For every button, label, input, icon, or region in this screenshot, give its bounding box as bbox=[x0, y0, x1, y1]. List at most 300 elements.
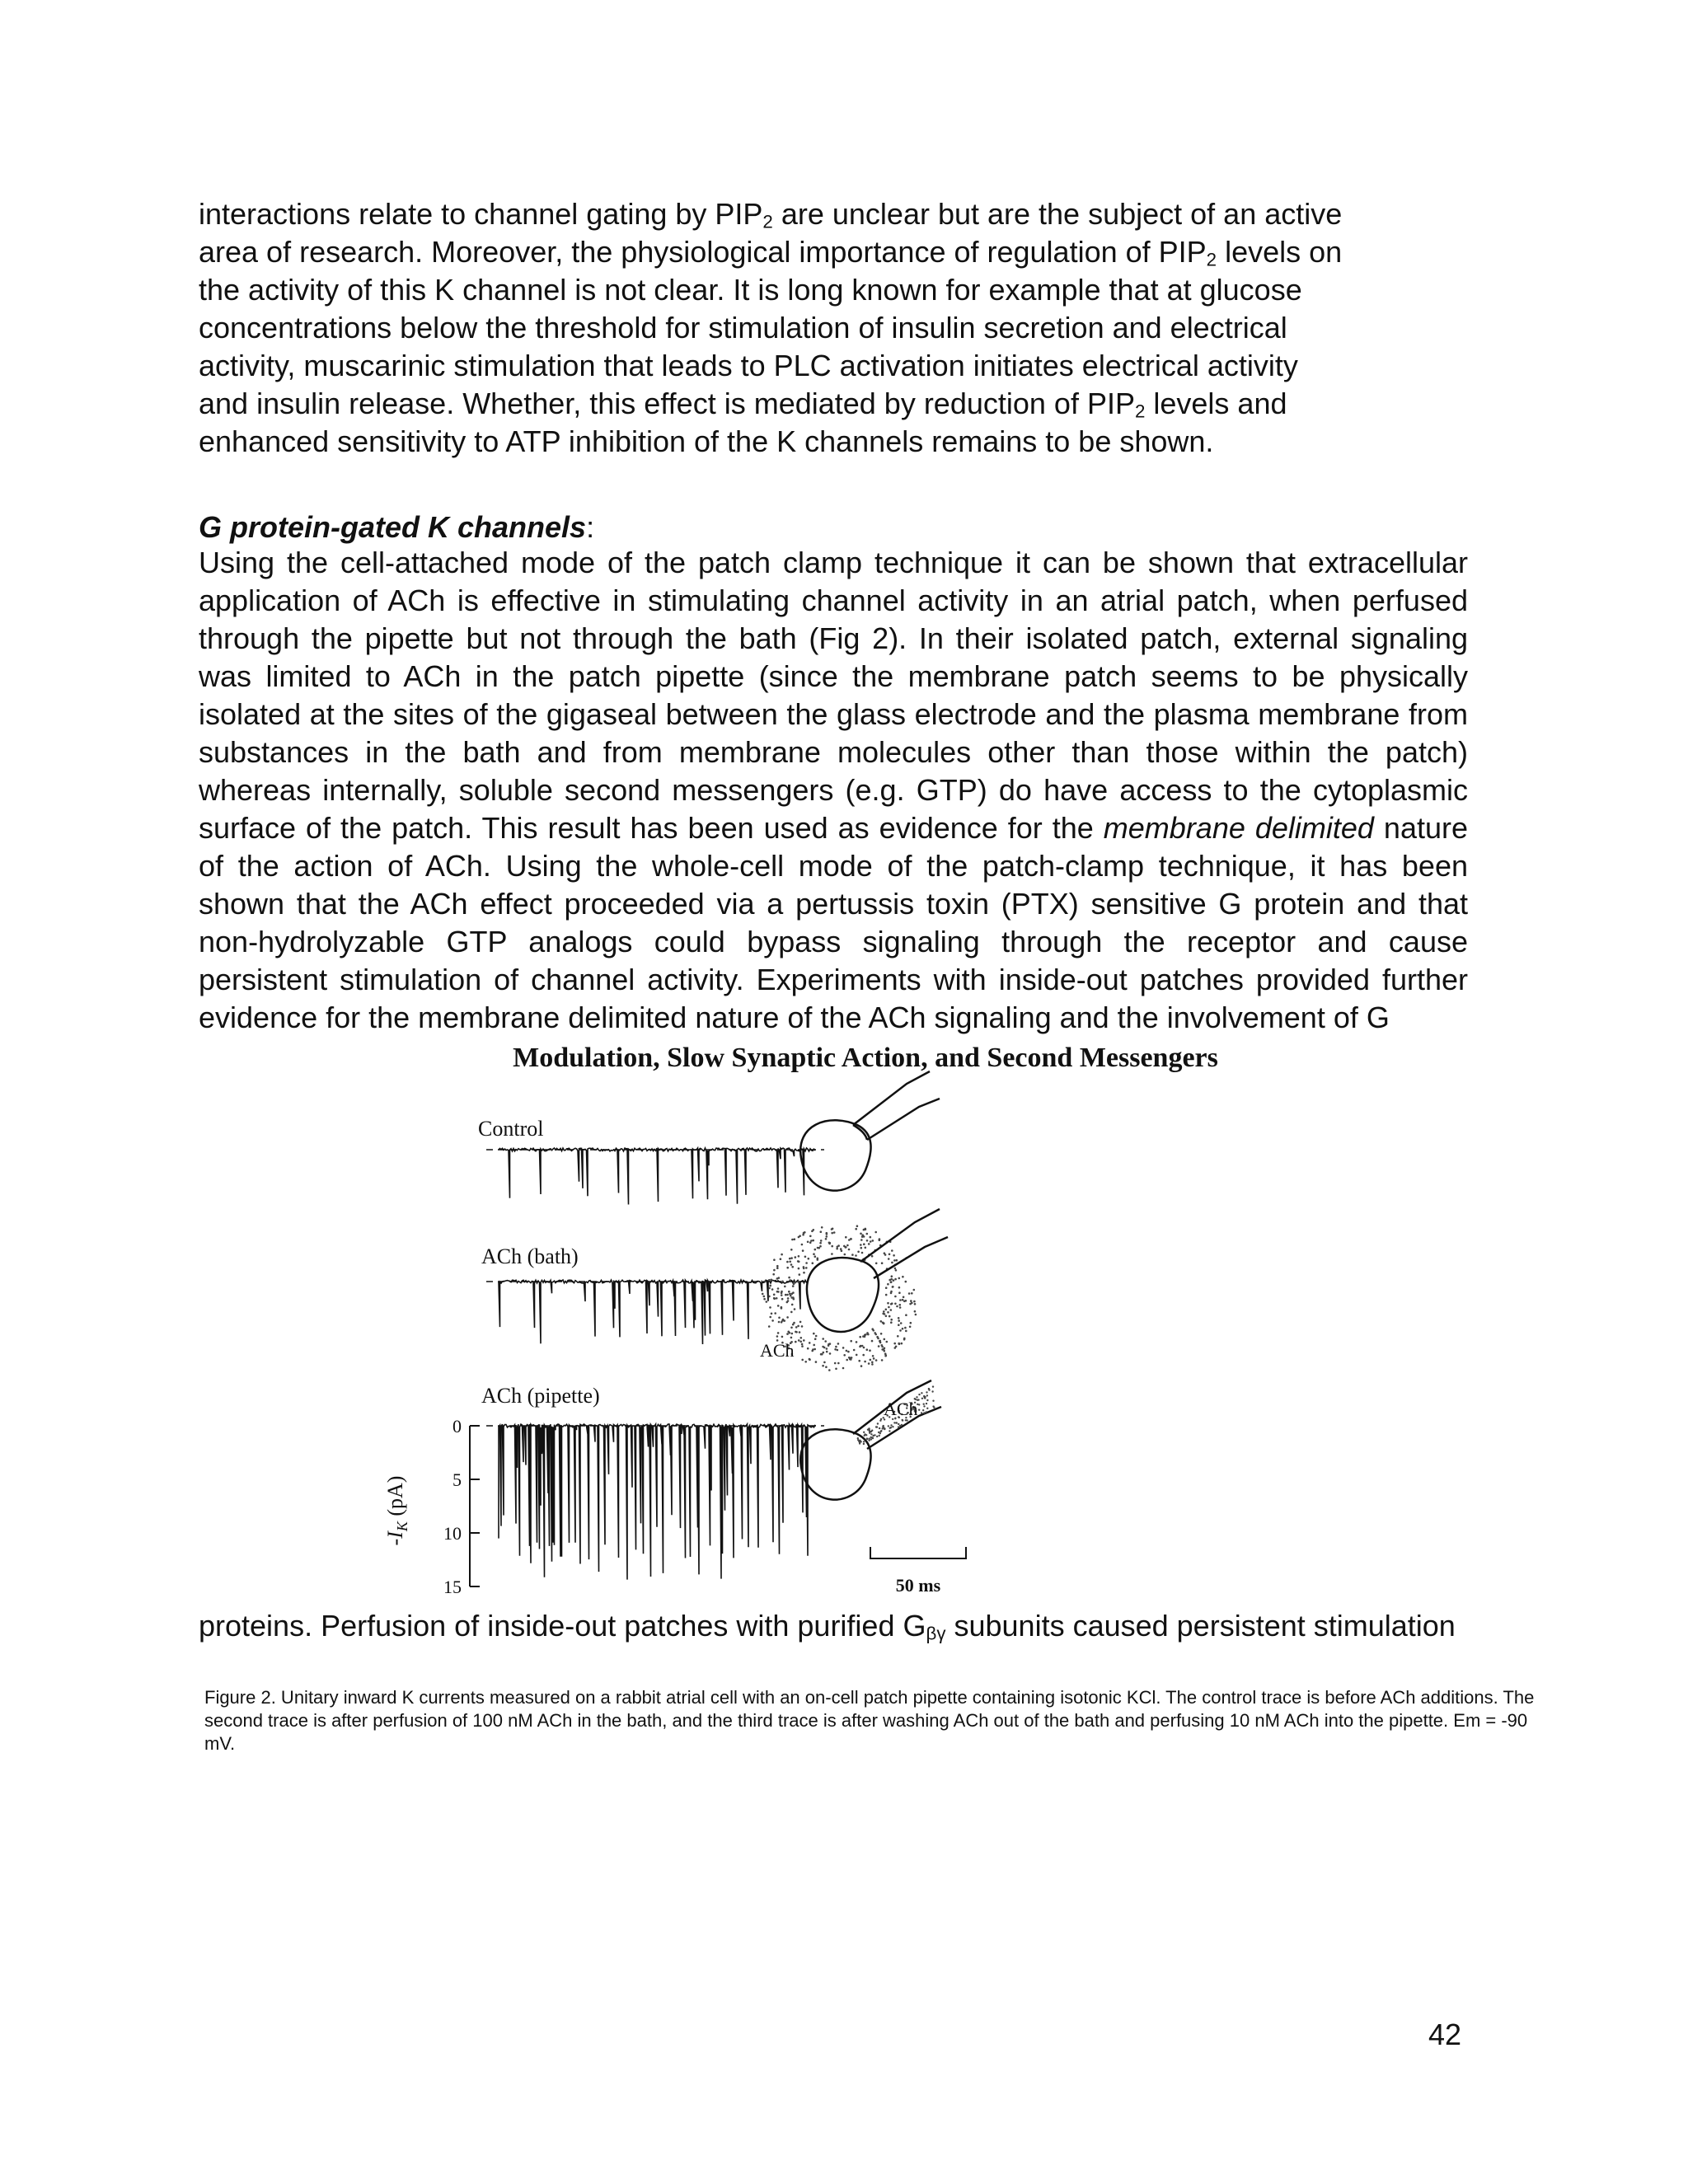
ach-dot bbox=[892, 1286, 894, 1288]
ach-dot bbox=[822, 1338, 824, 1340]
text-line: interactions relate to channel gating by $PIP_2$ are unclear but are the subject of an active bbox=[199, 197, 1343, 232]
ach-dot bbox=[860, 1244, 862, 1246]
ach-dot bbox=[773, 1258, 776, 1261]
ach-dot bbox=[898, 1286, 901, 1289]
ach-dot bbox=[791, 1266, 794, 1268]
ach-dot bbox=[887, 1283, 889, 1286]
ach-dot bbox=[882, 1313, 884, 1315]
ach-dot bbox=[786, 1301, 789, 1304]
ach-dot bbox=[871, 1255, 874, 1258]
cell-diagram-bath-outline bbox=[807, 1258, 879, 1332]
ach-dot bbox=[802, 1249, 804, 1252]
ach-dot bbox=[871, 1436, 873, 1438]
ach-dot bbox=[828, 1242, 831, 1244]
ach-dot bbox=[800, 1337, 803, 1339]
ach-dot bbox=[870, 1236, 872, 1239]
ach-dot bbox=[856, 1341, 858, 1343]
ach-dot bbox=[808, 1258, 810, 1260]
ach-dot bbox=[792, 1285, 795, 1287]
ach-dot bbox=[776, 1291, 779, 1293]
ach-dot bbox=[850, 1340, 852, 1343]
ach-dot bbox=[872, 1240, 874, 1242]
ach-dot bbox=[829, 1352, 832, 1355]
cell-diagram-control bbox=[800, 1071, 940, 1191]
ach-dot bbox=[864, 1361, 866, 1363]
ach-dot bbox=[869, 1438, 870, 1440]
ach-dot bbox=[836, 1248, 838, 1250]
scale-bar-label: 50 ms bbox=[895, 1575, 941, 1596]
ach-dot bbox=[910, 1300, 912, 1302]
ach-dot bbox=[890, 1291, 893, 1293]
ach-dot bbox=[790, 1263, 793, 1266]
ach-dot bbox=[814, 1338, 817, 1340]
ach-dot bbox=[804, 1231, 806, 1234]
ach-dot bbox=[894, 1268, 897, 1270]
ach-dot bbox=[902, 1276, 904, 1278]
ach-dot bbox=[790, 1249, 793, 1251]
ach-dot bbox=[772, 1273, 775, 1276]
ach-dot bbox=[776, 1267, 779, 1269]
ach-dot bbox=[791, 1333, 794, 1335]
ach-dot bbox=[863, 1347, 865, 1349]
ach-dot bbox=[842, 1367, 845, 1370]
ach-dot bbox=[776, 1297, 778, 1300]
ach-dot bbox=[799, 1341, 802, 1343]
ach-dot bbox=[926, 1403, 927, 1404]
ach-dot bbox=[896, 1305, 898, 1308]
ach-dot bbox=[787, 1297, 790, 1300]
text-line: the activity of this K channel is not clear. It is long known for example that at glucose bbox=[199, 273, 1302, 307]
ach-dot bbox=[845, 1236, 847, 1239]
ach-dot bbox=[864, 1334, 866, 1337]
ach-dot bbox=[890, 1309, 893, 1311]
ach-dot bbox=[914, 1303, 917, 1305]
ach-dot bbox=[786, 1316, 789, 1319]
ach-dot bbox=[901, 1343, 903, 1345]
ach-dot bbox=[894, 1303, 897, 1305]
ach-dot bbox=[804, 1256, 807, 1258]
ach-dot bbox=[857, 1437, 859, 1439]
ach-dot bbox=[781, 1307, 783, 1310]
ach-dot bbox=[866, 1437, 868, 1439]
ach-dot bbox=[861, 1235, 864, 1238]
ach-dot bbox=[763, 1298, 766, 1301]
ach-dot bbox=[799, 1321, 802, 1324]
ach-dot bbox=[899, 1329, 902, 1332]
y-tick-10: 10 bbox=[443, 1523, 462, 1544]
ach-dot bbox=[778, 1321, 781, 1324]
ach-dot bbox=[814, 1249, 817, 1251]
ach-dot bbox=[845, 1246, 847, 1249]
ach-dot bbox=[868, 1243, 870, 1245]
current-trace bbox=[499, 1148, 815, 1205]
ach-dot bbox=[913, 1301, 916, 1303]
text-line: isolated at the sites of the gigaseal between the glass electrode and the plasma membrane from bbox=[199, 697, 1468, 731]
figure-caption: Figure 2. Unitary inward K currents measured on a rabbit atrial cell with an on-cell patch pipette containing isotonic KCl. The control trace is before ACh additions. The second trace is after perfusion of 100 nM ACh in the bath, and the third trace is after washing ACh out of the bath and perfusing 10 nM ACh into the pipette. Em = -90 mV. bbox=[204, 1687, 1535, 1754]
ach-dot bbox=[899, 1299, 902, 1301]
ach-dot bbox=[902, 1419, 903, 1421]
ach-dot bbox=[773, 1294, 776, 1296]
ach-dot bbox=[771, 1319, 774, 1322]
ach-dot bbox=[899, 1425, 901, 1427]
ach-dot bbox=[902, 1328, 904, 1330]
ach-dot bbox=[874, 1231, 877, 1234]
figure-title: Modulation, Slow Synaptic Action, and Second Messengers bbox=[513, 1043, 1218, 1073]
text-line: persistent stimulation of channel activity. Experiments with inside-out patches provided further bbox=[199, 963, 1468, 996]
ach-dot bbox=[889, 1254, 891, 1256]
ach-dot bbox=[891, 1275, 893, 1277]
ach-dot bbox=[813, 1253, 815, 1255]
ach-dot bbox=[809, 1342, 811, 1344]
ach-dot bbox=[823, 1347, 826, 1349]
ach-dot bbox=[868, 1362, 870, 1365]
ach-dot bbox=[820, 1230, 823, 1233]
y-tick-5: 5 bbox=[452, 1469, 462, 1490]
ach-dot bbox=[814, 1255, 817, 1258]
ach-dot bbox=[786, 1267, 789, 1269]
ach-dot bbox=[871, 1430, 873, 1432]
text-line: shown that the ACh effect proceeded via a pertussis toxin (PTX) sensitive G protein and that bbox=[199, 887, 1468, 921]
ach-dot bbox=[903, 1338, 906, 1340]
ach-dot bbox=[790, 1327, 793, 1329]
ach-dot bbox=[846, 1350, 848, 1352]
y-tick-15: 15 bbox=[443, 1577, 462, 1597]
ach-dot bbox=[884, 1338, 886, 1341]
ach-dot bbox=[897, 1335, 899, 1338]
ach-dot bbox=[769, 1285, 771, 1287]
ach-dot bbox=[859, 1442, 860, 1444]
ach-dot bbox=[872, 1355, 874, 1357]
text-line: substances in the bath and from membrane molecules other than those within the patch) bbox=[199, 735, 1468, 769]
ach-dot bbox=[918, 1394, 920, 1395]
ach-dot bbox=[826, 1235, 828, 1238]
ach-dot bbox=[932, 1405, 934, 1407]
ach-dot bbox=[903, 1301, 906, 1303]
ach-dot bbox=[877, 1422, 879, 1424]
ach-dot bbox=[880, 1320, 883, 1323]
ach-dot bbox=[932, 1400, 934, 1402]
ach-dot bbox=[895, 1422, 897, 1423]
ach-dot bbox=[889, 1279, 891, 1282]
y-axis-label: $-I_K$ (pA) bbox=[383, 1475, 410, 1546]
ach-dot bbox=[809, 1235, 812, 1238]
ach-dot bbox=[844, 1254, 846, 1256]
ach-dot bbox=[898, 1277, 901, 1280]
ach-dot bbox=[866, 1233, 869, 1235]
text-line: enhanced sensitivity to ATP inhibition of the K channels remains to be shown. bbox=[199, 424, 1214, 458]
ach-dot bbox=[908, 1292, 911, 1295]
ach-dot bbox=[879, 1427, 880, 1429]
ach-dot bbox=[819, 1242, 822, 1244]
ach-dot bbox=[875, 1426, 877, 1427]
ach-dot bbox=[870, 1359, 872, 1361]
ach-dot bbox=[810, 1240, 813, 1242]
ach-dot bbox=[799, 1273, 801, 1276]
ach-dot bbox=[781, 1294, 783, 1296]
ach-dot bbox=[797, 1325, 799, 1328]
y-axis bbox=[470, 1426, 480, 1586]
ach-dot bbox=[923, 1404, 925, 1405]
ach-dot bbox=[790, 1337, 793, 1339]
ach-dot bbox=[857, 1251, 860, 1254]
ach-dot bbox=[910, 1322, 912, 1324]
ach-dot bbox=[860, 1345, 862, 1347]
ach-dot bbox=[819, 1245, 822, 1248]
ach-dot bbox=[881, 1348, 884, 1351]
ach-dot bbox=[769, 1316, 771, 1319]
ach-dot bbox=[884, 1350, 886, 1352]
ach-dot bbox=[870, 1438, 872, 1440]
ach-dot bbox=[805, 1267, 808, 1269]
ach-dot bbox=[880, 1430, 882, 1432]
ach-dot bbox=[898, 1426, 899, 1427]
text-line: was limited to ACh in the patch pipette (since the membrane patch seems to be physically bbox=[199, 659, 1468, 693]
ach-dot bbox=[918, 1404, 920, 1405]
ach-dot bbox=[923, 1405, 925, 1407]
text-line: of the action of ACh. Using the whole-cell mode of the patch-clamp technique, it has been bbox=[199, 849, 1468, 883]
ach-dot bbox=[859, 1336, 861, 1338]
ach-dot bbox=[866, 1348, 869, 1351]
ach-dot bbox=[777, 1287, 780, 1290]
ach-dot bbox=[905, 1281, 907, 1283]
ach-dot bbox=[778, 1317, 781, 1319]
ach-dot bbox=[902, 1299, 904, 1301]
ach-dot bbox=[893, 1422, 895, 1423]
ach-dot bbox=[855, 1254, 857, 1257]
ach-dot bbox=[892, 1426, 893, 1427]
ach-dot bbox=[905, 1330, 907, 1333]
ach-dot bbox=[885, 1315, 888, 1318]
ach-dot bbox=[768, 1325, 771, 1328]
ach-dot bbox=[891, 1262, 893, 1264]
text-line: and insulin release. Whether, this effect is mediated by reduction of $PIP_2$ levels and bbox=[199, 387, 1287, 422]
ach-dot bbox=[824, 1340, 827, 1343]
ach-dot bbox=[926, 1391, 927, 1393]
paragraph-intro bbox=[199, 195, 1468, 461]
ach-dot bbox=[898, 1324, 900, 1326]
ach-dot bbox=[781, 1254, 783, 1256]
ach-dot bbox=[833, 1231, 836, 1234]
ach-dot bbox=[773, 1297, 776, 1300]
ach-dot bbox=[883, 1310, 885, 1313]
ach-dot bbox=[789, 1261, 791, 1263]
ach-dot bbox=[802, 1234, 804, 1236]
ach-dot bbox=[763, 1296, 766, 1298]
ach-dot bbox=[821, 1353, 823, 1356]
ach-dot bbox=[889, 1315, 891, 1318]
ach-dot bbox=[812, 1240, 814, 1242]
ach-dot bbox=[798, 1281, 800, 1283]
ach-dot bbox=[893, 1259, 896, 1262]
ach-dot bbox=[875, 1359, 878, 1361]
ach-dot bbox=[803, 1266, 805, 1268]
ach-dot bbox=[914, 1310, 917, 1313]
ach-dot bbox=[922, 1409, 924, 1411]
text-line: Using the cell-attached mode of the patch clamp technique it can be shown that extracellular bbox=[199, 546, 1468, 579]
ach-dot bbox=[869, 1349, 871, 1352]
ach-dot bbox=[888, 1258, 890, 1260]
ach-dot bbox=[870, 1433, 872, 1435]
ach-dot bbox=[862, 1354, 865, 1357]
ach-dot bbox=[909, 1326, 912, 1329]
ach-dot bbox=[893, 1254, 895, 1257]
ach-dot bbox=[826, 1347, 828, 1350]
ach-dot bbox=[858, 1360, 860, 1362]
ach-dot bbox=[790, 1257, 793, 1259]
ach-dot bbox=[918, 1409, 920, 1411]
ach-dot bbox=[783, 1319, 785, 1322]
ach-dot bbox=[837, 1343, 840, 1345]
ach-dot bbox=[794, 1308, 796, 1310]
ach-dot bbox=[848, 1249, 851, 1251]
ach-dot bbox=[932, 1385, 934, 1387]
ach-dot bbox=[792, 1291, 795, 1294]
ach-dot bbox=[909, 1303, 912, 1305]
ach-dot bbox=[790, 1296, 793, 1299]
ach-dot bbox=[792, 1324, 795, 1326]
ach-dot bbox=[766, 1301, 768, 1303]
ach-dot bbox=[795, 1326, 798, 1329]
ach-dot bbox=[921, 1398, 923, 1399]
ach-dot bbox=[899, 1304, 902, 1306]
section-heading: G protein-gated K channels: bbox=[199, 510, 595, 544]
ach-dot bbox=[928, 1388, 930, 1390]
ach-dot bbox=[866, 1240, 869, 1242]
ach-dot bbox=[831, 1245, 833, 1248]
ach-dot bbox=[832, 1228, 834, 1230]
ach-dot bbox=[799, 1331, 801, 1333]
ach-dot bbox=[762, 1293, 764, 1296]
ach-dot bbox=[768, 1296, 771, 1298]
ach-dot bbox=[885, 1294, 888, 1296]
ach-dot bbox=[801, 1359, 804, 1361]
ach-dot bbox=[898, 1317, 900, 1319]
ach-dot bbox=[926, 1394, 928, 1396]
ach-dot bbox=[898, 1319, 900, 1322]
ach-dot bbox=[888, 1425, 889, 1427]
ach-dot bbox=[795, 1341, 797, 1343]
ach-dot bbox=[857, 1439, 859, 1441]
ach-dot bbox=[809, 1241, 812, 1244]
ach-dot bbox=[776, 1265, 779, 1268]
text-line: application of ACh is effective in stimulating channel activity in an atrial patch, when perfused bbox=[199, 583, 1468, 617]
ach-dot bbox=[790, 1311, 793, 1314]
ach-dot bbox=[871, 1361, 874, 1364]
ach-dot bbox=[773, 1269, 776, 1272]
text-line: activity, muscarinic stimulation that leads to PLC activation initiates electrical activity bbox=[199, 349, 1298, 382]
ach-dot bbox=[841, 1250, 843, 1253]
ach-dot bbox=[879, 1340, 882, 1343]
ach-dot bbox=[893, 1343, 896, 1345]
ach-dot bbox=[771, 1279, 773, 1282]
text-line: concentrations below the threshold for stimulation of insulin secretion and electrical bbox=[199, 311, 1287, 344]
ach-dot bbox=[865, 1434, 867, 1436]
ach-dot bbox=[781, 1336, 784, 1338]
ach-dot bbox=[843, 1354, 846, 1357]
ach-dot bbox=[853, 1349, 856, 1352]
ach-dot bbox=[815, 1361, 818, 1363]
ach-dot bbox=[886, 1341, 889, 1343]
ach-dot bbox=[834, 1362, 837, 1365]
ach-dot bbox=[882, 1426, 884, 1427]
ach-dot bbox=[898, 1423, 899, 1425]
ach-dot bbox=[856, 1354, 858, 1357]
ach-dot bbox=[822, 1365, 824, 1367]
ach-dot bbox=[926, 1399, 928, 1401]
paragraph-continuation: proteins. Perfusion of inside-out patches with purified $G_{\beta\gamma}$ subunits caused persistent stimulation bbox=[199, 1609, 1456, 1644]
ach-dot bbox=[885, 1286, 888, 1289]
ach-dot bbox=[860, 1247, 863, 1249]
ach-dot bbox=[899, 1306, 902, 1309]
ach-dot bbox=[891, 1249, 893, 1252]
ach-dot bbox=[848, 1239, 851, 1241]
figure-traces bbox=[379, 1034, 1401, 1611]
ach-dot bbox=[890, 1282, 893, 1284]
text-line: evidence for the membrane delimited nature of the ACh signaling and the involvement of G bbox=[199, 1001, 1390, 1034]
ach-dot bbox=[911, 1292, 913, 1295]
ach-dot bbox=[781, 1291, 783, 1293]
ach-dot bbox=[807, 1241, 809, 1244]
ach-dot bbox=[878, 1345, 880, 1347]
ach-dot bbox=[826, 1233, 828, 1235]
ach-dot bbox=[889, 1430, 890, 1432]
ach-dot bbox=[801, 1345, 804, 1347]
ach-dot bbox=[888, 1306, 890, 1309]
ach-dot bbox=[777, 1332, 780, 1334]
ach-dot bbox=[798, 1236, 800, 1239]
ach-dot bbox=[801, 1343, 804, 1346]
text-line: non-hydrolyzable GTP analogs could bypass signaling through the receptor and cause bbox=[199, 925, 1468, 958]
ach-dot bbox=[825, 1366, 828, 1368]
ach-dot bbox=[904, 1327, 907, 1329]
ach-dot bbox=[823, 1361, 826, 1364]
ach-dot bbox=[887, 1302, 889, 1305]
ach-dot bbox=[863, 1243, 865, 1245]
ach-dot bbox=[861, 1252, 864, 1254]
ach-dot bbox=[874, 1434, 875, 1436]
ach-dot bbox=[865, 1228, 867, 1230]
ach-dot bbox=[890, 1321, 893, 1324]
ach-dot bbox=[915, 1314, 917, 1316]
ach-label-bath: ACh bbox=[760, 1340, 795, 1361]
ach-dot bbox=[885, 1309, 888, 1311]
ach-dot bbox=[867, 1333, 870, 1336]
ach-dot bbox=[900, 1322, 903, 1324]
ach-dot bbox=[777, 1305, 780, 1307]
ach-dot bbox=[826, 1351, 828, 1353]
ach-dot bbox=[871, 1340, 874, 1343]
ach-dot bbox=[881, 1346, 884, 1348]
ach-dot bbox=[860, 1233, 862, 1235]
ach-dot bbox=[921, 1392, 922, 1394]
ach-dot bbox=[798, 1255, 800, 1258]
ach-dot bbox=[898, 1291, 901, 1294]
ach-dot bbox=[837, 1246, 839, 1249]
ach-dot bbox=[887, 1311, 889, 1314]
text-line: surface of the patch. This result has been used as evidence for the membrane delimited nature bbox=[199, 811, 1469, 845]
ach-dot bbox=[786, 1294, 789, 1296]
ach-dot bbox=[894, 1347, 897, 1349]
ach-dot bbox=[876, 1436, 878, 1437]
ach-dot bbox=[881, 1359, 884, 1361]
ach-dot bbox=[831, 1232, 833, 1235]
ach-dot bbox=[813, 1229, 815, 1231]
ach-dot bbox=[834, 1348, 837, 1351]
ach-dot bbox=[877, 1338, 879, 1340]
ach-dot bbox=[804, 1361, 807, 1363]
text-line: through the pipette but not through the bath (Fig 2). In their isolated patch, external signaling bbox=[199, 621, 1468, 655]
ach-dot bbox=[890, 1303, 893, 1305]
